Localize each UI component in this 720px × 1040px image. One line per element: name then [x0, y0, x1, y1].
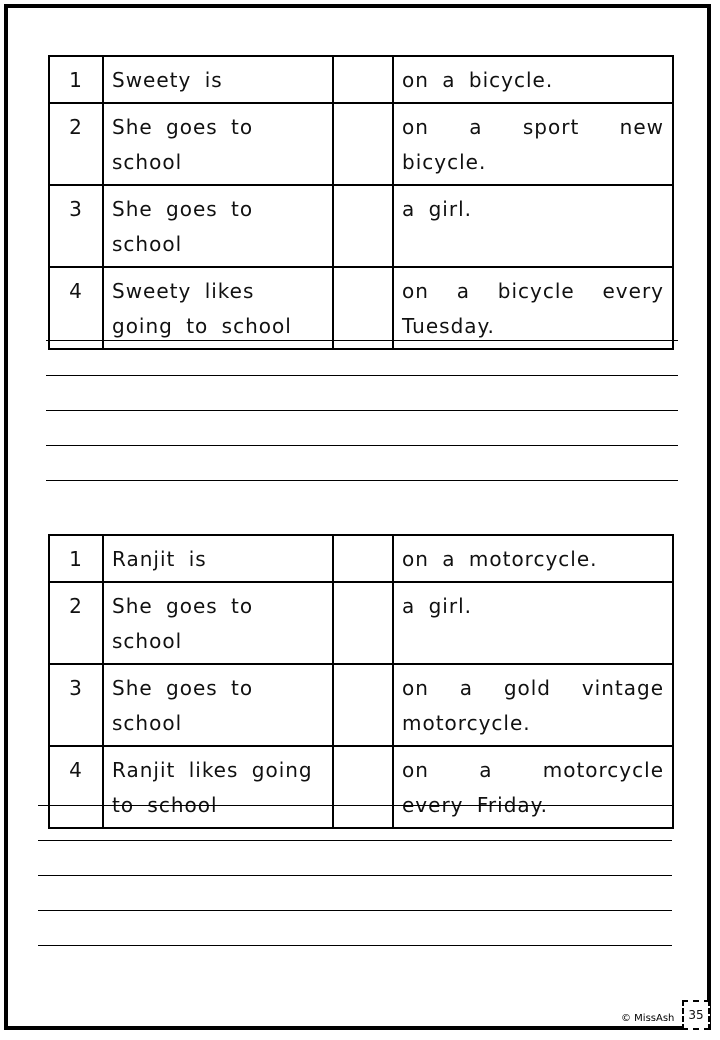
sentence-start: She goes to school — [103, 664, 333, 746]
copyright-credit: © MissAsh — [621, 1013, 675, 1024]
table-row — [49, 56, 673, 103]
table-row — [49, 535, 673, 582]
matching-table-1 — [48, 55, 674, 350]
match-box[interactable] — [333, 103, 393, 185]
row-number: 2 — [49, 582, 103, 664]
sentence-start: Sweety is — [103, 56, 333, 103]
row-number: 4 — [49, 746, 103, 828]
writing-line[interactable] — [46, 340, 678, 341]
sentence-end: on a motorcycle every Friday. — [393, 746, 673, 828]
sentence-end: on a bicycle every Tuesday. — [393, 267, 673, 349]
table-row — [49, 582, 673, 664]
writing-line[interactable] — [46, 410, 678, 411]
sentence-end: on a sport new bicycle. — [393, 103, 673, 185]
sentence-start: She goes to school — [103, 103, 333, 185]
match-box[interactable] — [333, 185, 393, 267]
sentence-end: on a gold vintage motorcycle. — [393, 664, 673, 746]
writing-line[interactable] — [38, 805, 672, 806]
row-number: 3 — [49, 185, 103, 267]
match-box[interactable] — [333, 746, 393, 828]
page-number: 35 — [682, 1000, 710, 1030]
writing-line[interactable] — [46, 480, 678, 481]
table-row — [49, 664, 673, 746]
writing-line[interactable] — [38, 910, 672, 911]
sentence-start: She goes to school — [103, 185, 333, 267]
sentence-end: on a motorcycle. — [393, 535, 673, 582]
match-box[interactable] — [333, 582, 393, 664]
row-number: 3 — [49, 664, 103, 746]
row-number: 1 — [49, 56, 103, 103]
sentence-end: a girl. — [393, 185, 673, 267]
row-number: 4 — [49, 267, 103, 349]
sentence-start: Ranjit is — [103, 535, 333, 582]
match-box[interactable] — [333, 267, 393, 349]
table-row — [49, 185, 673, 267]
table-row — [49, 103, 673, 185]
writing-line[interactable] — [46, 445, 678, 446]
sentence-start: Ranjit likes going to school — [103, 746, 333, 828]
sentence-end: a girl. — [393, 582, 673, 664]
sentence-end: on a bicycle. — [393, 56, 673, 103]
match-box[interactable] — [333, 56, 393, 103]
match-box[interactable] — [333, 535, 393, 582]
table-row — [49, 267, 673, 349]
writing-line[interactable] — [38, 840, 672, 841]
match-box[interactable] — [333, 664, 393, 746]
table-row — [49, 746, 673, 828]
row-number: 2 — [49, 103, 103, 185]
sentence-start: She goes to school — [103, 582, 333, 664]
matching-table-2 — [48, 534, 674, 829]
writing-line[interactable] — [38, 945, 672, 946]
writing-line[interactable] — [38, 875, 672, 876]
writing-line[interactable] — [46, 375, 678, 376]
sentence-start: Sweety likes going to school — [103, 267, 333, 349]
row-number: 1 — [49, 535, 103, 582]
